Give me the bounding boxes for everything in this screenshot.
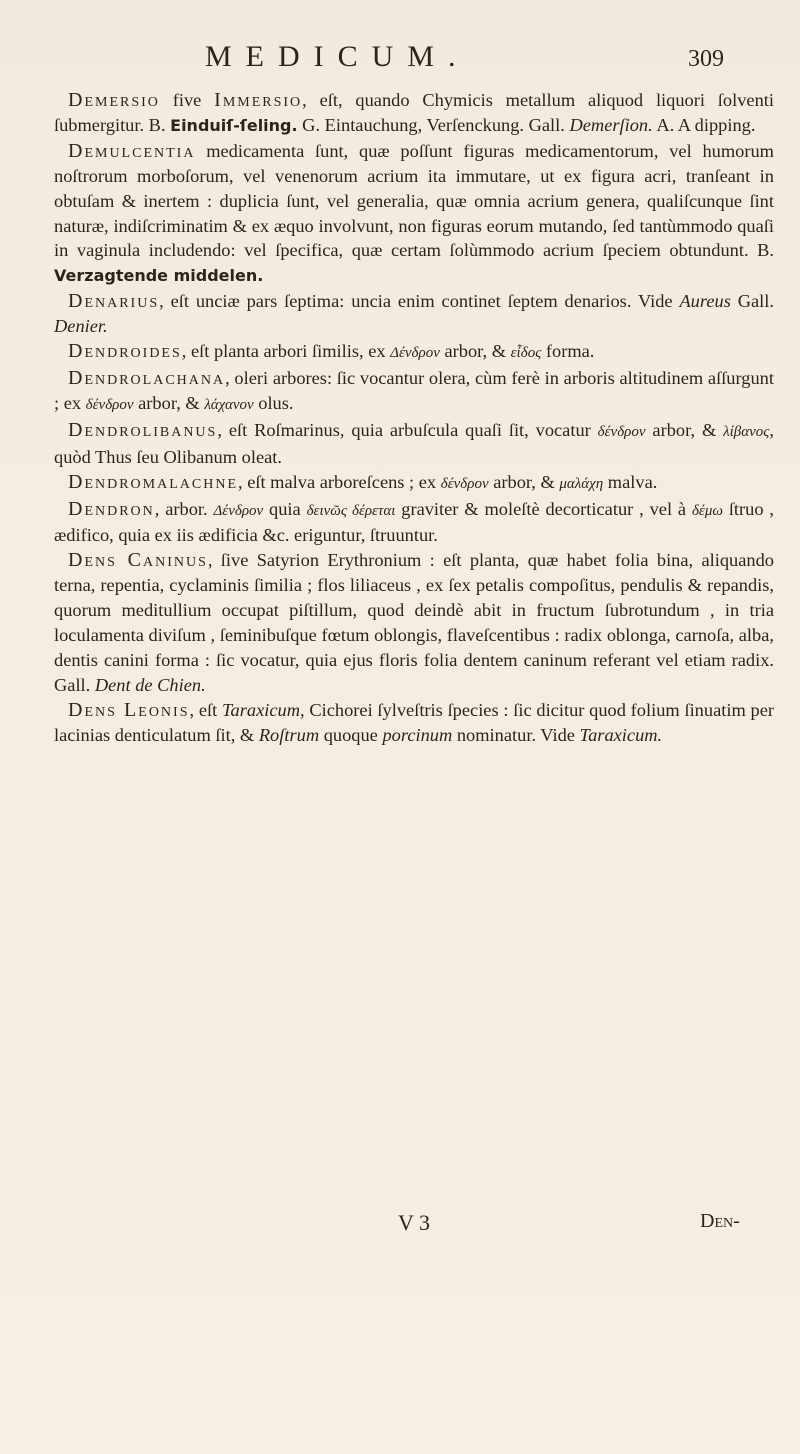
italic-term: porcinum bbox=[382, 724, 453, 745]
entry-text: Gall. bbox=[730, 291, 774, 312]
greek-term: μαλάχη bbox=[559, 475, 604, 492]
greek-term: δεινῶς δέρεται bbox=[306, 502, 396, 519]
entry-text: graviter & moleſtè decorticatur , vel à bbox=[395, 498, 692, 519]
entry-text: nominatur. Vide bbox=[452, 724, 580, 745]
greek-term: Δένδρον bbox=[213, 502, 264, 519]
greek-term: δένδρον bbox=[85, 396, 134, 413]
vernacular-term: Einduiſ-ſeling. bbox=[170, 115, 298, 135]
page-footer bbox=[0, 1210, 800, 1240]
catchword: Den- bbox=[700, 1210, 740, 1232]
dictionary-entry bbox=[54, 470, 774, 497]
dictionary-entry bbox=[54, 289, 774, 339]
dictionary-entry bbox=[54, 139, 774, 289]
entry-text: , arbor. bbox=[154, 498, 214, 519]
running-head: MEDICUM. bbox=[205, 40, 470, 73]
entry-text: , quòd Thus ſeu Olibanum oleat. bbox=[54, 419, 774, 467]
entry-headword: Denarius bbox=[68, 290, 160, 313]
page-header bbox=[0, 40, 800, 80]
entry-text: forma. bbox=[541, 341, 595, 362]
entry-headword: Dendromalachne bbox=[68, 470, 238, 493]
entry-text: arbor, & bbox=[133, 392, 205, 413]
entry-text: ſtruo , ædifico, quia ex iis ædificia &c. eriguntur, ſtruuntur. bbox=[54, 498, 775, 546]
dictionary-entries bbox=[54, 88, 774, 748]
entry-text: arbor, & bbox=[488, 471, 560, 492]
greek-term: εἶδος bbox=[510, 345, 542, 362]
dictionary-entry bbox=[54, 497, 774, 549]
entry-text: quia bbox=[263, 498, 307, 519]
greek-term: δένδρον bbox=[597, 423, 646, 440]
italic-term: Taraxicum. bbox=[579, 724, 663, 745]
italic-term: Dent de Chien. bbox=[94, 674, 206, 695]
entry-text: , eſt planta arbori ſimilis, ex bbox=[181, 341, 391, 362]
entry-text: , eſt Roſmarinus, quia arbuſcula quaſi ſit, vocatur bbox=[217, 419, 598, 440]
entry-text: , eſt malva arboreſcens ; ex bbox=[238, 471, 441, 492]
page-number: 309 bbox=[688, 46, 724, 72]
entry-text: , ſive Satyrion Erythronium : eſt planta, quæ habet folia bina, aliquando terna, repentia, cyclaminis ſimilia ; flos liliaceus , ex ſex petalis compoſitus, pendulis & repandis, quorum meditullium occupat piſtillum, quod deindè abit in fructum ſubrotundum , in tria loculamenta diviſum , ſeminibuſque fœtum oblongis, flaveſcentibus : radix oblonga, carnoſa, alba, dentis canini forma : ſic vocatur, quia ejus floris folia dentem caninum referant vel etiam radix. Gall. bbox=[54, 550, 774, 695]
entry-headword: Immersio bbox=[214, 89, 303, 111]
entry-headword: Demersio bbox=[68, 89, 160, 111]
greek-term: λάχανον bbox=[204, 396, 254, 413]
italic-term: Denier. bbox=[54, 316, 108, 337]
italic-term: Taraxicum bbox=[222, 699, 300, 720]
entry-text: malva. bbox=[603, 471, 658, 492]
dictionary-entry bbox=[54, 88, 774, 139]
entry-headword: Dens Caninus bbox=[68, 549, 208, 572]
dictionary-entry bbox=[54, 366, 774, 418]
italic-term: Demerſion. bbox=[569, 114, 653, 135]
dictionary-entry bbox=[54, 418, 774, 470]
entry-headword: Dens Leonis bbox=[68, 698, 190, 721]
greek-term: λίβανος bbox=[723, 423, 770, 440]
dictionary-entry bbox=[54, 698, 774, 748]
entry-text: olus. bbox=[253, 392, 294, 413]
greek-term: δέμω bbox=[691, 502, 723, 519]
entry-text: G. Eintauchung, Verſenckung. Gall. bbox=[297, 114, 570, 135]
entry-text: medicamenta ſunt, quæ poſſunt figuras medicamentorum, vel humorum noſtrorum morboſorum, vel venenorum acrium ita immutare, ut ex figura acri, tranſeant in obtuſam & inertem : duplicia ſunt, vel generalia, quæ omnia acrium genera, qualiſcunque ſint naturæ, indiſcriminatim & ex æquo involvunt, non figuras eorum mutando, ſed tantùmmodo quaſi in vaginula includendo: vel ſpecifica, quæ certam ſolùmmodo acrium ſpeciem obtundunt. B. bbox=[54, 140, 774, 261]
greek-term: δένδρον bbox=[440, 475, 489, 492]
italic-term: Aureus bbox=[679, 291, 731, 312]
entry-text: , oleri arbores: ſic vocantur olera, cùm ferè in arboris altitudinem aſſurgunt ; ex bbox=[54, 367, 774, 413]
entry-text: , eſt unciæ pars ſeptima: uncia enim continet ſeptem denarios. Vide bbox=[159, 291, 680, 312]
entry-headword: Dendrolachana bbox=[68, 366, 226, 389]
signature-mark: V 3 bbox=[398, 1210, 430, 1235]
entry-text: A. A dipping. bbox=[652, 114, 756, 135]
italic-term: Roſtrum bbox=[258, 724, 320, 745]
entry-text: arbor, & bbox=[439, 341, 511, 362]
dictionary-entry bbox=[54, 339, 774, 366]
entry-text: five bbox=[159, 90, 215, 110]
vernacular-term: Verzagtende middelen. bbox=[54, 266, 264, 286]
entry-text: , eſt, quando Chymicis metallum aliquod liquori ſolventi ſubmergitur. B. bbox=[54, 90, 774, 135]
greek-term: Δένδρον bbox=[390, 345, 440, 362]
entry-headword: Dendron bbox=[68, 497, 155, 520]
entry-text: , Cichorei ſylveſtris ſpecies : ſic dicitur quod folium ſinuatim per lacinias denticulatum ſit, & bbox=[54, 699, 774, 745]
entry-text: quoque bbox=[319, 724, 383, 745]
entry-text: , eſt bbox=[189, 699, 222, 720]
entry-text: arbor, & bbox=[645, 419, 724, 440]
dictionary-entry bbox=[54, 548, 774, 697]
entry-headword: Dendroides bbox=[68, 340, 182, 363]
entry-headword: Dendrolibanus bbox=[68, 418, 218, 441]
entry-headword: Demulcentia bbox=[68, 139, 196, 162]
